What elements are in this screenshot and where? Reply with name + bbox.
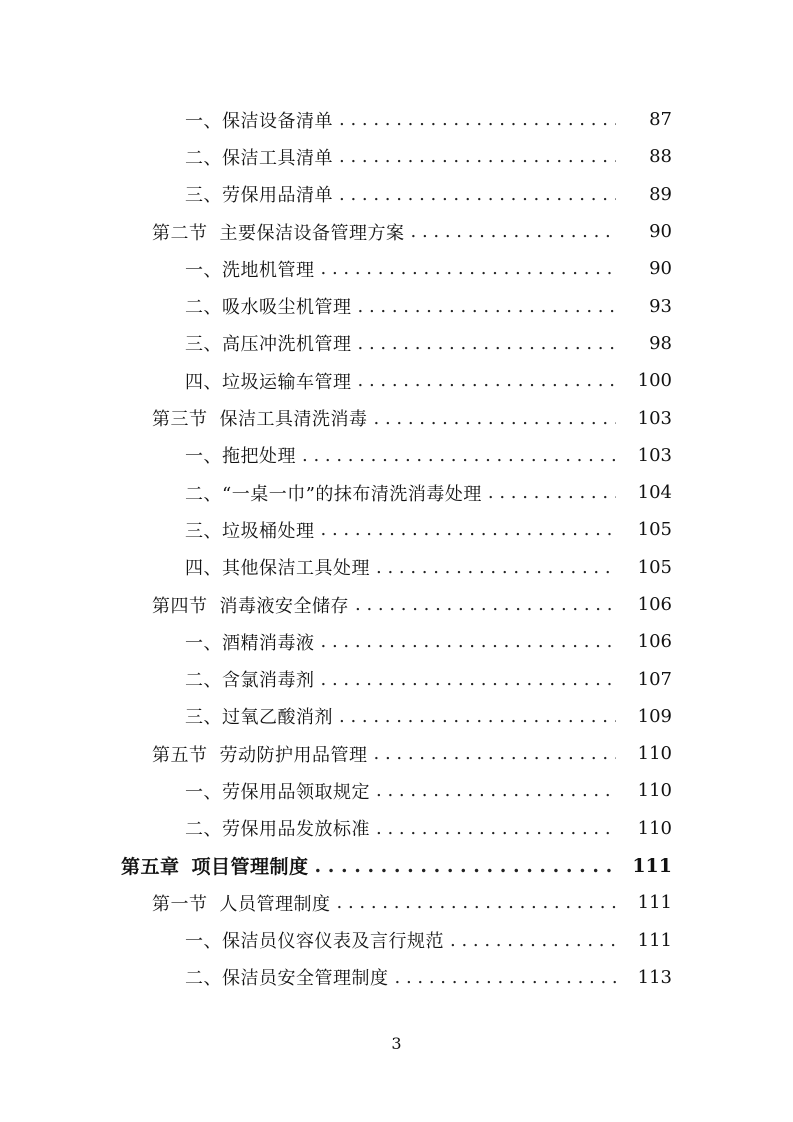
toc-page-number: 90 xyxy=(649,258,672,280)
toc-dot-leader xyxy=(355,594,616,615)
toc-dot-leader xyxy=(339,109,616,130)
toc-page-number: 98 xyxy=(649,332,672,354)
toc-entry[interactable] xyxy=(0,847,793,884)
toc-entry-title xyxy=(185,703,333,729)
toc-entry-label: 三、劳保用品清单 xyxy=(185,185,333,207)
toc-section-number: 第三节 xyxy=(152,409,208,431)
toc-entry-title xyxy=(185,442,296,468)
toc-entry-label: 人员管理制度 xyxy=(219,893,331,915)
toc-entry[interactable] xyxy=(0,810,793,847)
toc-entry-label: 劳动防护用品管理 xyxy=(219,744,368,766)
toc-entry[interactable] xyxy=(0,176,793,213)
toc-entry-label: 四、其他保洁工具处理 xyxy=(185,558,370,580)
toc-page-number: 111 xyxy=(637,892,672,914)
page-number: 3 xyxy=(391,1034,402,1053)
toc-page-number: 104 xyxy=(637,482,672,504)
toc-page-number: 88 xyxy=(649,146,672,168)
toc-entry-title xyxy=(185,330,352,356)
toc-dot-leader xyxy=(395,967,617,988)
toc-page-number: 111 xyxy=(632,854,672,877)
toc-entry-title xyxy=(185,964,389,990)
toc-page-number: 110 xyxy=(637,780,672,802)
toc-entry-label: 二、劳保用品发放标准 xyxy=(185,819,370,841)
toc-entry-title xyxy=(152,741,368,767)
toc-section-number: 第四节 xyxy=(152,595,208,617)
toc-entry-title xyxy=(152,890,331,916)
toc-entry-label: 一、保洁设备清单 xyxy=(185,110,333,132)
toc-page-number: 100 xyxy=(637,370,672,392)
toc-dot-leader xyxy=(321,669,617,690)
toc-entry-title xyxy=(185,927,444,953)
toc-entry[interactable] xyxy=(0,549,793,586)
toc-page-number: 105 xyxy=(637,519,672,541)
toc-entry[interactable] xyxy=(0,138,793,175)
toc-entry[interactable] xyxy=(0,922,793,959)
toc-dot-leader xyxy=(321,631,617,652)
toc-section-number: 第五节 xyxy=(152,744,208,766)
toc-page-number: 103 xyxy=(637,444,672,466)
toc-entry-title xyxy=(152,592,349,618)
toc-entry-label: 二、吸水吸尘机管理 xyxy=(185,297,352,319)
table-of-contents xyxy=(0,101,793,996)
toc-page-number: 106 xyxy=(637,631,672,653)
toc-entry[interactable] xyxy=(0,735,793,772)
toc-entry-label: 三、高压冲洗机管理 xyxy=(185,334,352,356)
toc-dot-leader xyxy=(302,445,616,466)
toc-page-number: 110 xyxy=(637,817,672,839)
toc-entry-label: 一、酒精消毒液 xyxy=(185,632,315,654)
toc-entry[interactable] xyxy=(0,959,793,996)
toc-entry-label: 二、含氯消毒剂 xyxy=(185,670,315,692)
toc-dot-leader xyxy=(376,780,616,801)
toc-entry[interactable] xyxy=(0,101,793,138)
toc-dot-leader xyxy=(339,184,616,205)
toc-entry[interactable] xyxy=(0,586,793,623)
toc-entry-title xyxy=(185,480,482,506)
toc-entry-label: 二、“一桌一巾”的抹布清洗消毒处理 xyxy=(185,483,482,505)
toc-entry-title xyxy=(185,144,333,170)
toc-dot-leader xyxy=(339,706,616,727)
toc-dot-leader xyxy=(374,743,617,764)
toc-entry-label: 二、保洁员安全管理制度 xyxy=(185,968,389,990)
toc-dot-leader xyxy=(321,258,617,279)
toc-entry-title xyxy=(185,517,315,543)
toc-entry-label: 保洁工具清洗消毒 xyxy=(219,409,368,431)
toc-entry[interactable] xyxy=(0,511,793,548)
toc-dot-leader xyxy=(488,482,616,503)
toc-dot-leader xyxy=(358,296,617,317)
toc-entry-label: 一、洗地机管理 xyxy=(185,259,315,281)
toc-entry[interactable] xyxy=(0,437,793,474)
toc-page-number: 109 xyxy=(637,705,672,727)
toc-section-number: 第一节 xyxy=(152,893,208,915)
toc-dot-leader xyxy=(315,855,616,877)
toc-entry[interactable] xyxy=(0,772,793,809)
toc-entry-label: 项目管理制度 xyxy=(191,856,309,879)
toc-entry[interactable] xyxy=(0,399,793,436)
toc-entry-title xyxy=(185,256,315,282)
toc-entry[interactable] xyxy=(0,474,793,511)
toc-entry-title xyxy=(121,852,309,879)
toc-section-number: 第五章 xyxy=(121,856,180,879)
toc-page-number: 89 xyxy=(649,183,672,205)
toc-entry-label: 三、过氧乙酸消剂 xyxy=(185,707,333,729)
toc-dot-leader xyxy=(376,818,616,839)
toc-entry-label: 二、保洁工具清单 xyxy=(185,147,333,169)
toc-page-number: 111 xyxy=(637,929,672,951)
toc-entry-title xyxy=(152,405,368,431)
toc-entry-title xyxy=(152,219,405,245)
toc-entry[interactable] xyxy=(0,884,793,921)
toc-entry[interactable] xyxy=(0,213,793,250)
toc-entry[interactable] xyxy=(0,362,793,399)
toc-entry[interactable] xyxy=(0,698,793,735)
toc-entry-title xyxy=(185,293,352,319)
toc-page-number: 110 xyxy=(637,743,672,765)
toc-entry-label: 主要保洁设备管理方案 xyxy=(219,222,405,244)
toc-page-number: 90 xyxy=(649,221,672,243)
toc-page-number: 103 xyxy=(637,407,672,429)
toc-entry[interactable] xyxy=(0,287,793,324)
toc-entry[interactable] xyxy=(0,325,793,362)
toc-dot-leader xyxy=(450,930,616,951)
toc-dot-leader xyxy=(358,370,617,391)
toc-entry[interactable] xyxy=(0,660,793,697)
toc-page-number: 113 xyxy=(637,966,672,988)
toc-entry-label: 一、劳保用品领取规定 xyxy=(185,781,370,803)
toc-entry-label: 三、垃圾桶处理 xyxy=(185,520,315,542)
toc-entry-label: 一、拖把处理 xyxy=(185,446,296,468)
toc-entry-title xyxy=(185,815,370,841)
toc-page-number: 93 xyxy=(649,295,672,317)
toc-page-number: 105 xyxy=(637,556,672,578)
toc-entry-title xyxy=(185,629,315,655)
toc-dot-leader xyxy=(358,333,617,354)
toc-dot-leader xyxy=(376,557,616,578)
toc-entry-title xyxy=(185,666,315,692)
toc-entry-label: 消毒液安全储存 xyxy=(219,595,349,617)
toc-page-number: 106 xyxy=(637,594,672,615)
toc-dot-leader xyxy=(321,519,617,540)
toc-page-number: 107 xyxy=(637,668,672,690)
toc-dot-leader xyxy=(411,221,617,242)
toc-entry-title xyxy=(185,368,352,394)
toc-page-number: 87 xyxy=(649,109,672,131)
toc-dot-leader xyxy=(337,892,617,913)
toc-entry-title xyxy=(185,554,370,580)
toc-entry[interactable] xyxy=(0,250,793,287)
toc-entry-title xyxy=(185,107,333,133)
toc-entry-label: 四、垃圾运输车管理 xyxy=(185,371,352,393)
toc-dot-leader xyxy=(339,146,616,167)
toc-section-number: 第二节 xyxy=(152,222,208,244)
toc-dot-leader xyxy=(374,408,617,429)
toc-entry[interactable] xyxy=(0,623,793,660)
toc-entry-label: 一、保洁员仪容仪表及言行规范 xyxy=(185,931,444,953)
toc-entry-title xyxy=(185,778,370,804)
toc-entry-title xyxy=(185,181,333,207)
